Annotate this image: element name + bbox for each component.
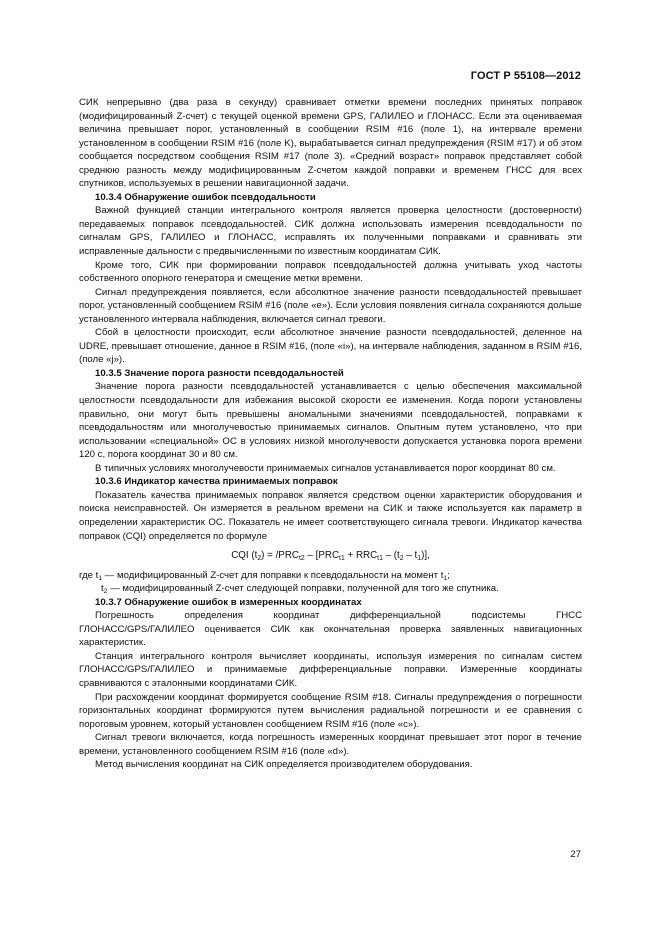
paragraph: При расхождении координат формируется сообщение RSIM #18. Сигналы предупреждения о погрешности горизонтальных координат формируются путем вычисления радиальной погрешности и ее сравнения с пороговым уровнем, который установлен сообщением RSIM #16 (поле «с»). <box>79 691 582 730</box>
page-number: 27 <box>570 849 581 860</box>
paragraph: Погрешность определения координат дифференциальной подсистемы ГНСС <box>95 610 582 622</box>
paragraph: Метод вычисления координат на СИК определяется производителем оборудования. <box>95 759 473 771</box>
paragraph: Станция интегрального контроля вычисляет координаты, используя измерения по сигналам систем ГЛОНАСС/GPS/ГАЛИЛЕО и принимаемые дифференциальные поправки. Измеренные координаты сравниваются с эталонными координатами СИК. <box>79 650 582 689</box>
formula-legend-line: $t_2$ — модифицированный Z-счет следующей поправки, полученной для того же спутника. <box>101 583 499 596</box>
section-heading: 10.3.6 Индикатор качества принимаемых поправок <box>95 476 338 488</box>
document-body <box>79 96 582 772</box>
paragraph: Показатель качества принимаемых поправок является средством оценки характеристик оборудования и поиска неисправностей. Он измеряется в реальном времени на СИК и также используется как параметр в определении характеристик ОС. Показатель не имеет соответствующего сигнала тревоги. Индикатор качества поправок (CQI) определяется по формуле <box>79 489 582 542</box>
section-heading: 10.3.5 Значение порога разности псевдодальностей <box>95 367 344 379</box>
paragraph: ГЛОНАСС/GPS/ГАЛИЛЕО оценивается СИК как окончательная проверка заявленных навигационных характеристик. <box>79 623 582 649</box>
paragraph: Кроме того, СИК при формировании поправок псевдодальностей должна учитывать уход частоты собственного опорного генератора и смещение метки времени. <box>79 259 582 285</box>
paragraph: Сигнал предупреждения появляется, если абсолютное значение разности псевдодальностей превышает порог, установленный сообщением RSIM #16 (поле «е»). Если условия появления сигнала сохраняются дольше установленного интервала наблюдения, включается сигнал тревоги. <box>79 286 582 325</box>
paragraph: СИК непрерывно (два раза в секунду) сравнивает отметки времени последних принятых поправок (модифицированный Z-счет) с текущей оценкой времени GPS, ГАЛИЛЕО и ГЛОНАСС. Если эта оцениваемая величина превышает порог, установленный в сообщении RSIM #16 (поле 1), на интервале времени установленном в сообщении RSIM #16 (поле K), вырабатывается сигнал предупреждения (RSIM #17) и об этом сообщается посредством сообщения RSIM #17 (поле 3). «Средний возраст» поправок представляет собой среднюю разность между модифицированным Z-счетом каждой поправки и временем ГНСС для всех спутников, используемых в решении навигационной задачи. <box>79 97 582 190</box>
paragraph: Сбой в целостности происходит, если абсолютное значение разности псевдодальностей, деленное на UDRE, превышает отношение, данное в RSIM #16, (поле «i»), на интервале наблюдения, заданном в RSIM #16, (поле «j»). <box>79 327 582 366</box>
paragraph: В типичных условиях многолучевости принимаемых сигналов устанавливается порог координат 80 см. <box>95 462 556 474</box>
section-heading: 10.3.7 Обнаружение ошибок в измеренных координатах <box>95 596 362 608</box>
paragraph: Значение порога разности псевдодальностей устанавливается с целью обеспечения максимальной целостности псевдодальности для избежания высокой скорости ее изменения. Когда пороги установлены правильно, они могут быть превышены аномальными значениями псевдодальностей, поправками к псевдодальностям или многолучевостью принимаемых сигналов. Опытным путем установлено, что при использовании «специальной» ОС в условиях низкой многолучевости допускается установка порога времени 120 с, порога координат 30 и 80 см. <box>79 381 582 461</box>
paragraph: Важной функцией станции интегрального контроля является проверка целостности (достоверности) передаваемых поправок псевдодальностей. СИК должна использовать измерения псевдодальности по сигналам GPS, ГАЛИЛЕО и ГЛОНАСС, исправлять их полученными поправками и сравнивать эти исправленные дальности с предвычисленными по известным координатам СИК. <box>79 205 582 258</box>
section-heading: 10.3.4 Обнаружение ошибок псевдодальности <box>95 191 316 203</box>
cqi-formula: CQI $(t_2) = /PRC_{t2} - [PRC_{t1} + RRC_{t1} - (t_2 - t_1)]$, <box>231 550 430 563</box>
document-header: ГОСТ Р 55108—2012 <box>470 70 581 82</box>
formula-legend-line: где $t_1$ — модифицированный Z-счет для поправки к псевдодальности на момент $t_1$; <box>79 569 450 582</box>
paragraph: Сигнал тревоги включается, когда погрешность измеренных координат превышает этот порог в течение времени, установленного сообщением RSIM #16 (поле «d»). <box>79 732 582 757</box>
